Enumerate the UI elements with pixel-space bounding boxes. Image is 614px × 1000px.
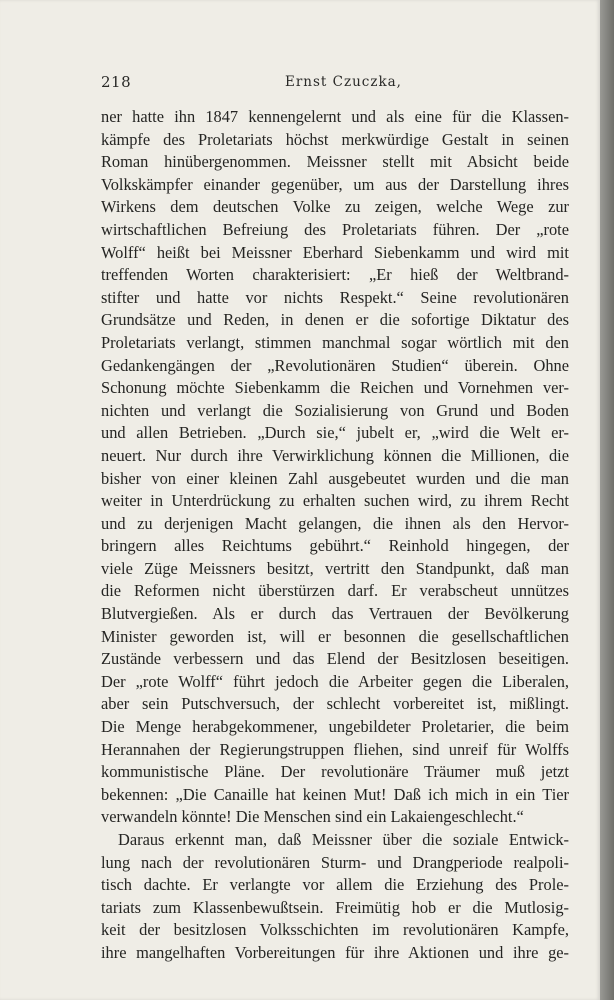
body-text [101, 106, 569, 965]
text-line: ihre mangelhaften Vorbereitungen für ihre Aktionen und ihre ge- [101, 942, 569, 962]
text-line: die Reformen nicht überstürzen darf. Er verabscheut unnützes [101, 581, 569, 601]
text-line: verwandeln könnte! Die Menschen sind ein Lakaiengeschlecht.“ [101, 807, 524, 827]
text-line: aber sein Putschversuch, der schlecht vorbereitet ist, mißlingt. [101, 694, 569, 714]
text-line: stifter und hatte vor nichts Respekt.“ Seine revolutionären [101, 287, 569, 307]
text-line: neuert. Nur durch ihre Verwirklichung können die Millionen, die [101, 445, 569, 465]
text-line: Herannahen der Regierungstruppen fliehen, sind unreif für Wolffs [101, 739, 569, 759]
text-line: bekennen: „Die Canaille hat keinen Mut! Daß ich mich in ein Tier [101, 784, 569, 804]
text-line: bisher von einer kleinen Zahl ausgebeutet wurden und die man [101, 468, 569, 488]
text-line: Proletariats verlangt, stimmen manchmal sogar wörtlich mit den [101, 332, 569, 352]
page-number: 218 [101, 73, 132, 91]
text-line: Wolff“ heißt bei Meissner Eberhard Siebenkamm und wird mit [101, 242, 569, 262]
text-line: Blutvergießen. Als er durch das Vertrauen der Bevölkerung [101, 604, 569, 624]
text-line: Die Menge herabgekommener, ungebildeter Proletarier, die beim [101, 717, 569, 737]
text-line: lung nach der revolutionären Sturm- und Drangperiode realpoli- [101, 852, 569, 872]
text-line: Schonung möchte Siebenkamm die Reichen und Vornehmen ver- [101, 378, 569, 398]
page-header [101, 73, 569, 93]
text-line: Roman hinübergenommen. Meissner stellt mit Absicht beide [101, 152, 569, 172]
running-head: Ernst Czuczka, [285, 74, 402, 90]
text-line: Volkskämpfer einander gegenüber, um aus der Darstellung ihres [101, 174, 569, 194]
text-line: ner hatte ihn 1847 kennengelernt und als eine für die Klassen- [101, 107, 569, 126]
text-line: Wirkens dem deutschen Volke zu zeigen, welche Wege zur [101, 197, 569, 217]
text-line: tisch dachte. Er verlangte vor allem die Erziehung des Prole- [101, 875, 569, 895]
text-line: und allen Betrieben. „Durch sie,“ jubelt er, „wird die Welt er- [101, 423, 569, 443]
text-line: und zu derjenigen Macht gelangen, die ihnen als den Hervor- [101, 513, 569, 533]
text-line: bringern alles Reichtums gebührt.“ Reinhold hingegen, der [101, 536, 569, 556]
text-line: keit der besitzlosen Volksschichten im revolutionären Kampfe, [101, 920, 569, 940]
text-line: treffenden Worten charakterisiert: „Er hieß der Weltbrand- [101, 265, 569, 285]
text-line: Grundsätze und Reden, in denen er die sofortige Diktatur des [101, 310, 569, 330]
text-line: kommunistische Pläne. Der revolutionäre Träumer muß jetzt [101, 762, 569, 782]
text-line: Minister geworden ist, will er besonnen die gesellschaftlichen [101, 626, 569, 646]
text-line: weiter in Unterdrückung zu erhalten suchen wird, zu ihrem Recht [101, 491, 569, 511]
text-line: tariats zum Klassenbewußtsein. Freimütig hob er die Mutlosig- [101, 897, 569, 917]
text-line: wirtschaftlichen Befreiung des Proletariats führen. Der „rote [101, 219, 569, 239]
text-line: Zustände verbessern und das Elend der Besitzlosen beseitigen. [101, 649, 569, 669]
text-line: kämpfe des Proletariats höchst merkwürdige Gestalt in seinen [101, 129, 569, 149]
book-edge [600, 0, 614, 1000]
text-line: viele Züge Meissners besitzt, vertritt den Standpunkt, daß man [101, 558, 569, 578]
text-line: Daraus erkennt man, daß Meissner über die soziale Entwick- [118, 830, 569, 849]
text-line: Gedankengängen der „Revolutionären Studien“ überein. Ohne [101, 355, 569, 375]
text-line: nichten und verlangt die Sozialisierung von Grund und Boden [101, 400, 569, 420]
text-line: Der „rote Wolff“ führt jedoch die Arbeiter gegen die Liberalen, [101, 671, 569, 691]
